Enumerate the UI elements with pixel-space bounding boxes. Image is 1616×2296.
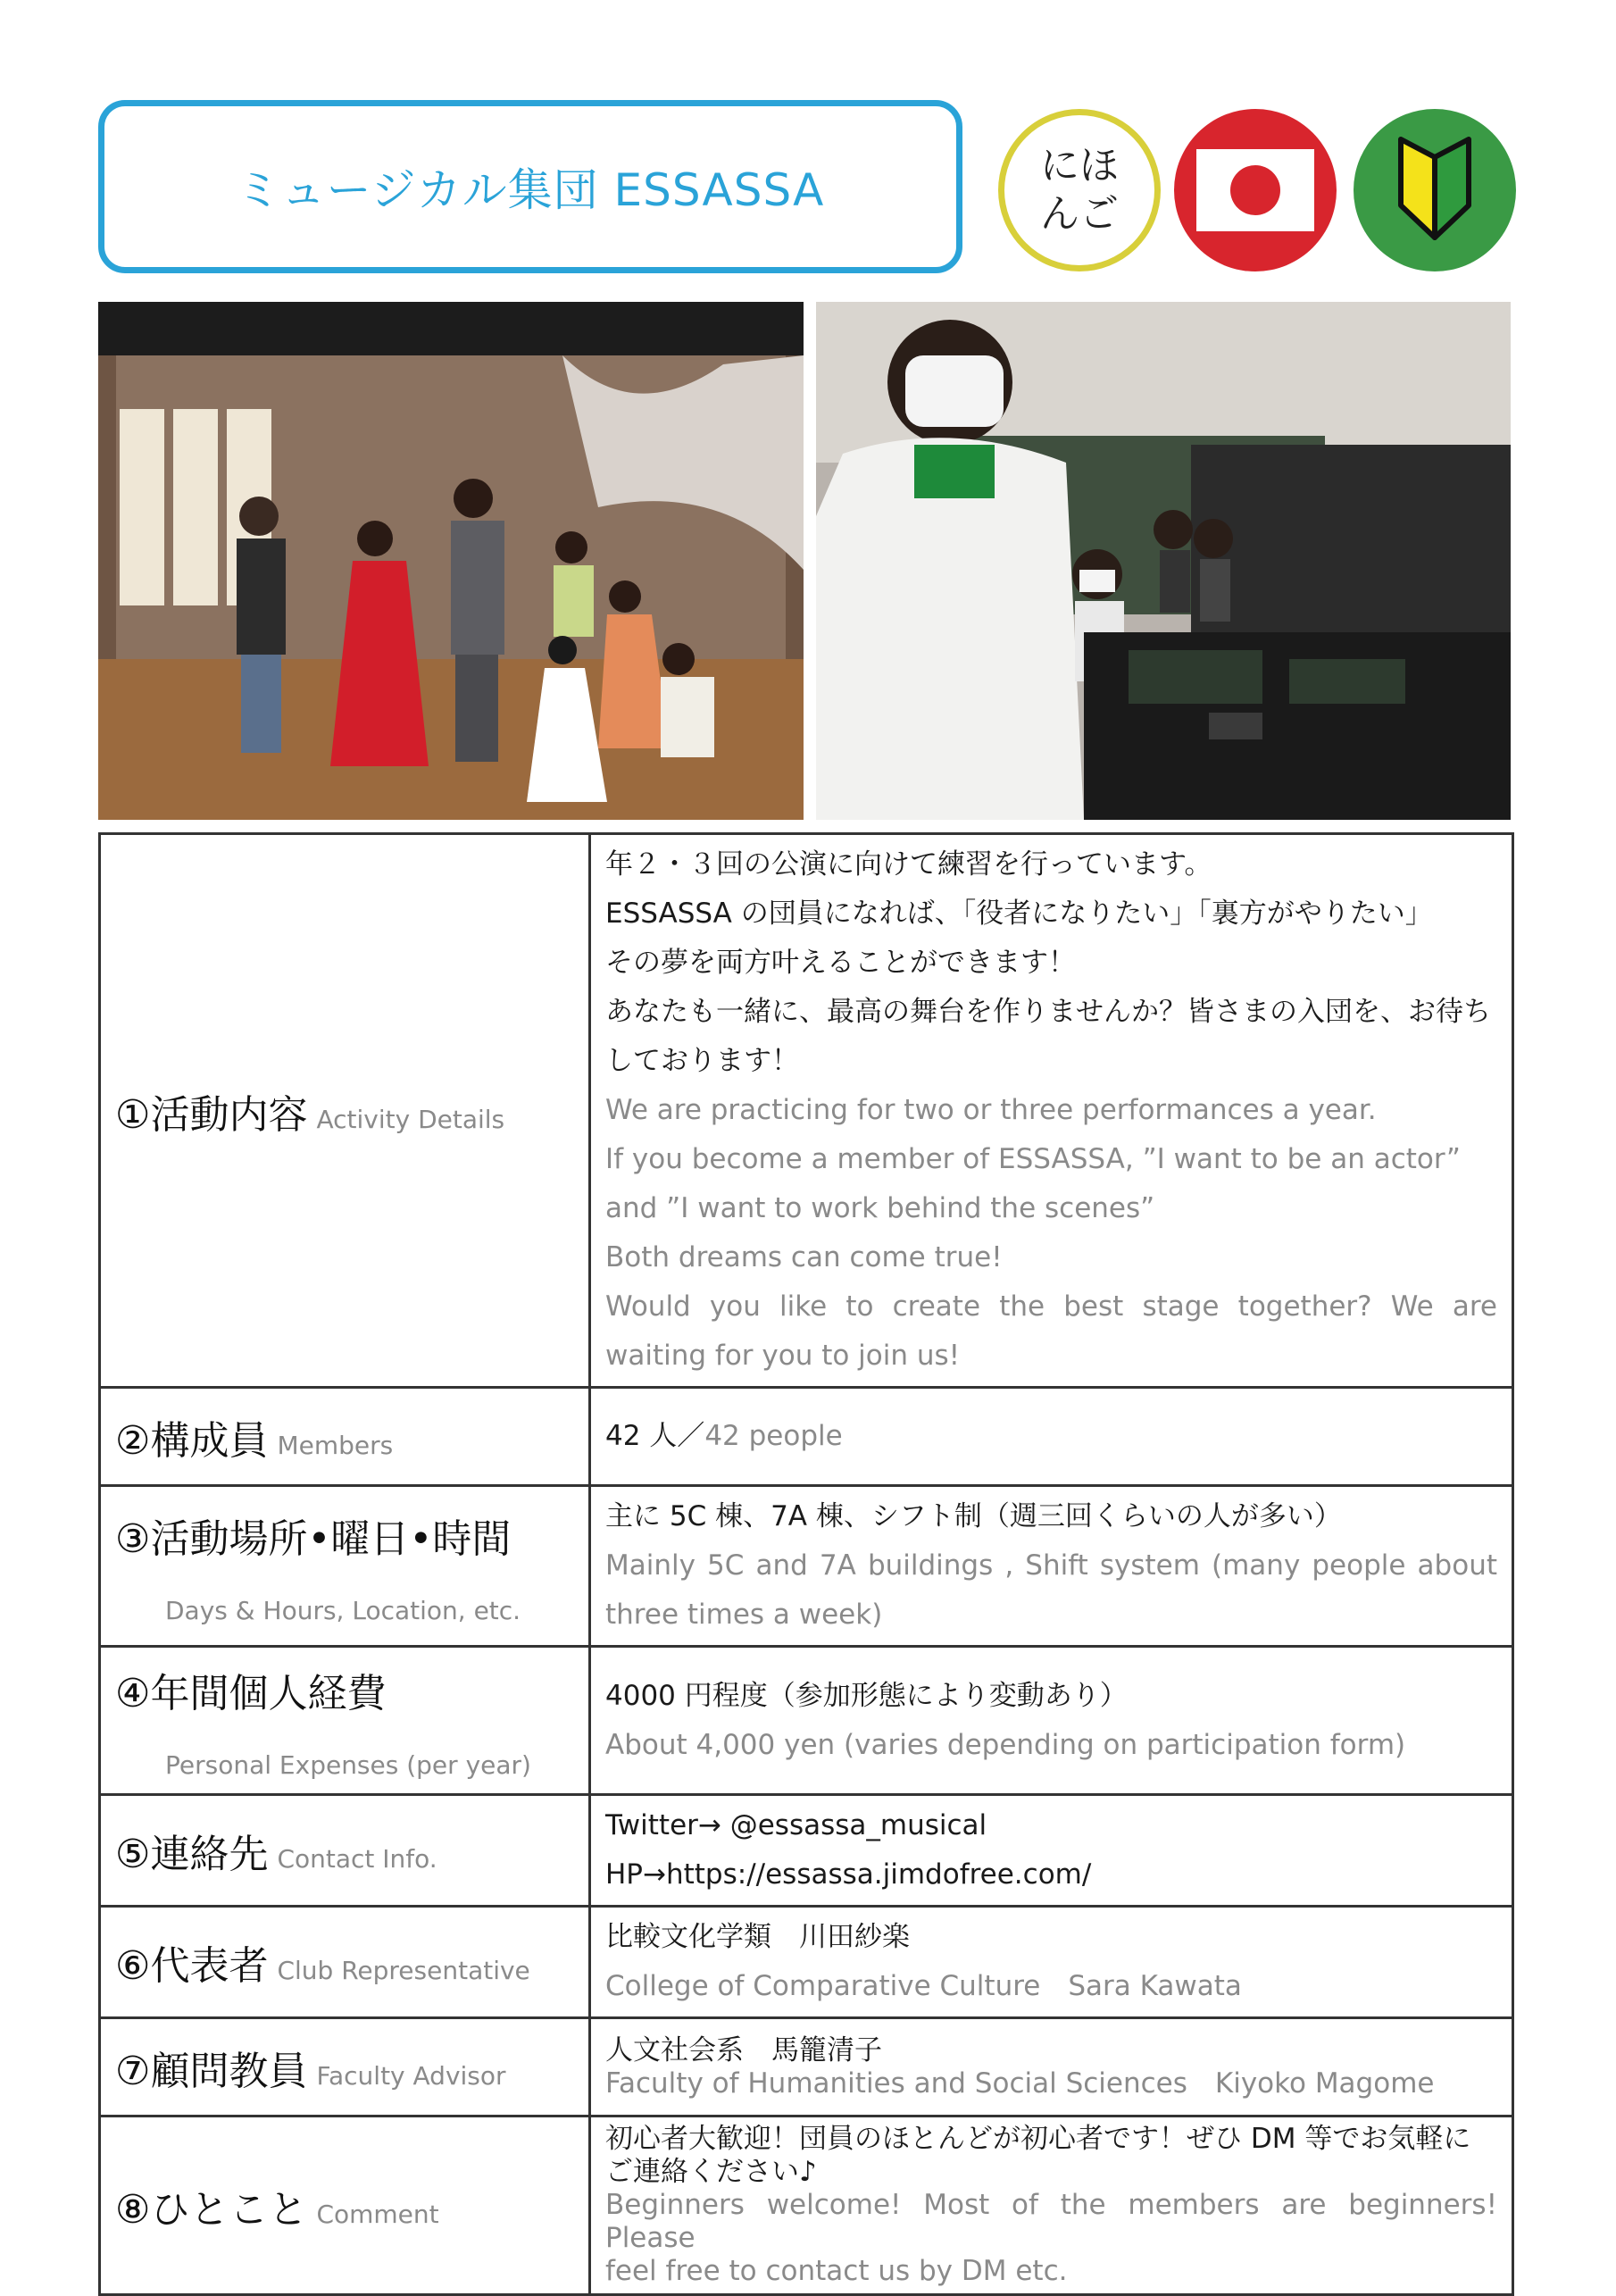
twitter-link[interactable]: Twitter→ @essassa_musical <box>605 1809 987 1841</box>
label-contact: ⑤連絡先 <box>115 1832 269 1877</box>
row-expenses <box>100 1647 1513 1795</box>
comment-en-line: Beginners welcome! Most of the members are beginners! Please <box>605 2189 1497 2254</box>
row-comment <box>100 2116 1513 2295</box>
label-advisor: ⑦顧問教員 <box>115 2048 308 2094</box>
label-activity-details: ①活動内容 <box>115 1091 308 1138</box>
club-info-table <box>98 832 1514 2296</box>
representative-en: College of Comparative Culture Sara Kawata <box>605 1970 1242 2002</box>
members-en: 42 people <box>704 1420 843 1452</box>
label-advisor-en: Faculty Advisor <box>316 2060 506 2091</box>
activity-ja-line: しております！ <box>605 1045 799 1077</box>
advisor-ja: 人文社会系 馬籠清子 <box>605 2033 882 2066</box>
page-title: ミュージカル集団 ESSASSA <box>236 164 825 216</box>
label-members-en: Members <box>277 1430 394 1460</box>
label-location: ③活動場所•曜日•時間 <box>115 1516 512 1562</box>
activity-en-line: We are practicing for two or three performances a year. <box>605 1094 1377 1126</box>
representative-ja: 比較文化学類 川田紗楽 <box>605 1921 910 1953</box>
location-ja: 主に 5C 棟、7A 棟、シフト制（週三回くらいの人が多い） <box>605 1500 1342 1532</box>
advisor-en: Faculty of Humanities and Social Sciences Kiyoko Magome <box>605 2066 1435 2100</box>
nihongo-badge-label: にほんご <box>1040 143 1119 237</box>
comment-en-line: feel free to contact us by DM etc. <box>605 2255 1068 2287</box>
tech-crew-photo <box>816 302 1511 820</box>
label-contact-en: Contact Info. <box>277 1844 437 1874</box>
activity-en-line: waiting for you to join us! <box>605 1340 961 1372</box>
location-en-line: Mainly 5C and 7A buildings , Shift system (many people about <box>605 1549 1497 1582</box>
activity-en-line: Would you like to create the best stage together? We are <box>605 1290 1497 1323</box>
label-expenses: ④年間個人経費 <box>115 1671 387 1716</box>
row-contact <box>100 1795 1513 1907</box>
members-ja: 42 人／ <box>605 1420 705 1452</box>
beginner-leaf-icon <box>1354 109 1516 271</box>
homepage-link[interactable]: HP→https://essassa.jimdofree.com/ <box>605 1858 1092 1891</box>
stage-performance-photo <box>98 302 804 820</box>
title-box <box>98 100 962 273</box>
activity-en-line: and ”I want to work behind the scenes” <box>605 1192 1155 1224</box>
row-location <box>100 1486 1513 1647</box>
row-advisor <box>100 2018 1513 2116</box>
nihongo-badge <box>998 109 1161 271</box>
label-representative-en: Club Representative <box>277 1956 530 1985</box>
label-representative: ⑥代表者 <box>115 1943 269 1989</box>
expenses-ja: 4000 円程度（参加形態により変動あり） <box>605 1679 1128 1712</box>
activity-ja-line: その夢を両方叶えることができます！ <box>605 947 1076 979</box>
label-comment: ⑧ひとこと <box>115 2186 308 2233</box>
activity-en-line: If you become a member of ESSASSA, ”I want to be an actor” <box>605 1143 1461 1175</box>
label-members: ②構成員 <box>115 1417 269 1464</box>
activity-ja-line: ESSASSA の団員になれば、「役者になりたい」「裏方がやりたい」 <box>605 898 1433 930</box>
activity-en-line: Both dreams can come true! <box>605 1241 1003 1273</box>
comment-ja-line: 初心者大歓迎！団員のほとんどが初心者です！ぜひ DM 等でお気軽に <box>605 2123 1471 2155</box>
activity-ja-line: 年２・３回の公演に向けて練習を行っています。 <box>605 848 1212 881</box>
label-location-en: Days & Hours, Location, etc. <box>165 1596 521 1625</box>
row-activity-details <box>100 834 1513 1388</box>
row-representative <box>100 1907 1513 2018</box>
japan-flag-icon <box>1174 109 1337 271</box>
activity-ja-line: あなたも一緒に、最高の舞台を作りませんか？皆さまの入団を、お待ち <box>605 996 1491 1028</box>
label-comment-en: Comment <box>316 2199 439 2229</box>
row-members <box>100 1388 1513 1486</box>
label-activity-details-en: Activity Details <box>316 1104 505 1134</box>
location-en-line: three times a week) <box>605 1599 883 1631</box>
expenses-en: About 4,000 yen (varies depending on participation form) <box>605 1728 1406 1761</box>
comment-ja-line: ご連絡ください♪ <box>605 2156 817 2188</box>
label-expenses-en: Personal Expenses (per year) <box>165 1750 531 1780</box>
